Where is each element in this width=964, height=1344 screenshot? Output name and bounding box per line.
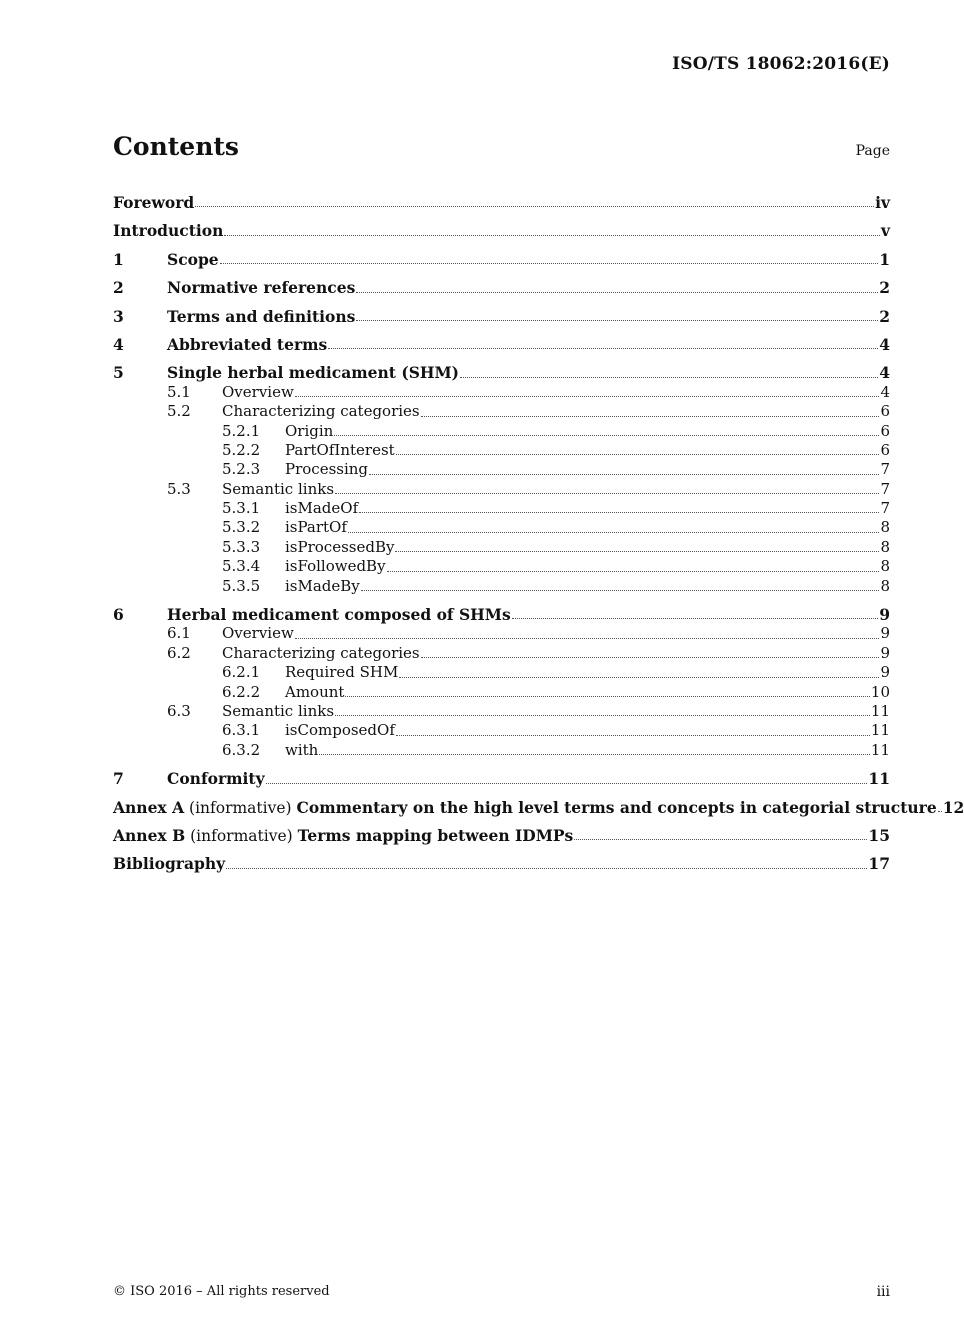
toc-entry-number: 6.3.1 (222, 721, 261, 740)
toc-entry-number: 5.3.2 (222, 518, 261, 537)
annex-title: Commentary on the high level terms and concepts in categorial structure (296, 797, 937, 817)
toc-entry[interactable] (113, 721, 890, 740)
toc-entry-title: isMadeBy (285, 576, 360, 595)
toc-entry[interactable] (113, 624, 890, 643)
toc-entry-number: 6.2 (167, 643, 191, 662)
toc-dot-leader (224, 235, 880, 236)
toc-entry-page: 9 (880, 663, 890, 682)
page-footer (113, 1284, 890, 1300)
toc-entry[interactable] (113, 605, 890, 624)
toc-entry[interactable] (113, 741, 890, 760)
toc-dot-leader (195, 206, 874, 207)
toc-entry-title: Semantic links (222, 701, 335, 720)
toc-entry-number: 6.2.2 (222, 682, 261, 701)
toc-dot-leader (295, 638, 880, 639)
toc-dot-leader (361, 590, 880, 591)
annex-note: (informative) (184, 798, 297, 817)
toc-entry-number: 5.2.3 (222, 460, 261, 479)
toc-entry-title: with (285, 740, 319, 759)
toc-entry-number: 6.2.1 (222, 663, 261, 682)
toc-entry-title: isComposedOf (285, 721, 395, 740)
toc-entry[interactable] (113, 383, 890, 402)
annex-label: Annex A (113, 797, 185, 817)
contents-title: Contents (113, 132, 240, 161)
toc-entry-page: 7 (880, 479, 890, 498)
toc-entry-title: Bibliography (113, 854, 226, 874)
toc-entry-page: 11 (870, 721, 890, 740)
toc-dot-leader (399, 677, 879, 678)
toc-entry-page: 7 (880, 460, 890, 479)
toc-entry-page: 4 (879, 334, 890, 354)
toc-entry-number: 6 (113, 605, 124, 625)
toc-dot-leader (395, 551, 879, 552)
toc-entry-title: isFollowedBy (285, 557, 386, 576)
toc-dot-leader (396, 735, 870, 736)
toc-entry-page: 17 (868, 854, 890, 874)
toc-entry-page: 2 (879, 306, 890, 326)
toc-entry-page: 8 (880, 537, 890, 556)
toc-entry-page: 11 (868, 769, 890, 789)
toc-dot-leader (334, 435, 879, 436)
toc-dot-leader (328, 348, 878, 349)
toc-entry-number: 6.3.2 (222, 740, 261, 759)
annex-label: Annex B (113, 825, 186, 845)
toc-entry-page: 4 (880, 382, 890, 401)
toc-entry[interactable] (113, 644, 890, 663)
toc-dot-leader (319, 754, 870, 755)
toc-entry[interactable] (113, 854, 890, 873)
toc-entry-page: v (880, 221, 890, 241)
toc-dot-leader (387, 571, 880, 572)
toc-entry-number: 7 (113, 769, 124, 789)
toc-entry-number: 5.3.3 (222, 537, 261, 556)
toc-entry-number: 2 (113, 278, 124, 298)
toc-entry-page: 2 (879, 278, 890, 298)
toc-entry-title: Overview (222, 624, 294, 643)
toc-dot-leader (356, 292, 878, 293)
toc-entry[interactable] (113, 193, 890, 212)
toc-entry-title: Characterizing categories (222, 643, 420, 662)
toc-dot-leader (335, 493, 879, 494)
toc-entry-number: 5.3 (167, 479, 191, 498)
toc-entry[interactable] (113, 826, 890, 845)
page-number: iii (876, 1284, 890, 1300)
toc-entry-page: 9 (879, 605, 890, 625)
toc-entry[interactable] (113, 335, 890, 354)
toc-entry-title (113, 826, 573, 846)
toc-entry-page: 6 (880, 440, 890, 459)
toc-entry-page: 9 (880, 643, 890, 662)
toc-entry-page: 8 (880, 557, 890, 576)
toc-entry[interactable] (113, 577, 890, 596)
annex-title: Terms mapping between IDMPs (297, 825, 574, 845)
copyright-notice: © ISO 2016 – All rights reserved (113, 1284, 330, 1299)
toc-entry-page: 7 (880, 499, 890, 518)
table-of-contents (113, 184, 964, 874)
contents-heading-row (113, 132, 890, 161)
toc-entry-title (113, 798, 937, 818)
toc-entry-title: Overview (222, 382, 294, 401)
toc-entry-number: 5.2 (167, 402, 191, 421)
toc-entry[interactable] (113, 538, 890, 557)
toc-entry-title: PartOfInterest (285, 440, 395, 459)
toc-entry-number: 5.1 (167, 382, 191, 401)
toc-entry-title: Required SHM (285, 663, 399, 682)
toc-entry-title: Characterizing categories (222, 402, 420, 421)
toc-dot-leader (220, 263, 879, 264)
toc-entry-title: Foreword (113, 193, 195, 212)
toc-entry-page: 11 (870, 701, 890, 720)
toc-entry[interactable] (113, 702, 890, 721)
toc-entry-page: 11 (870, 740, 890, 759)
toc-dot-leader (345, 696, 869, 697)
toc-entry[interactable] (113, 363, 890, 382)
toc-entry-number: 3 (113, 306, 124, 326)
toc-entry-page: 8 (880, 518, 890, 537)
toc-entry-number: 1 (113, 249, 124, 269)
toc-entry-page: 6 (880, 402, 890, 421)
toc-entry-number: 6.3 (167, 701, 191, 720)
toc-entry[interactable] (113, 422, 890, 441)
toc-entry-title: Processing (285, 460, 369, 479)
toc-entry-number: 6.1 (167, 624, 191, 643)
toc-entry-title: Introduction (113, 221, 224, 241)
toc-entry[interactable] (113, 557, 890, 576)
toc-entry[interactable] (113, 797, 964, 817)
toc-entry-number: 5.3.4 (222, 557, 261, 576)
toc-dot-leader (938, 811, 942, 812)
toc-entry-page: 4 (879, 363, 890, 383)
toc-dot-leader (396, 454, 880, 455)
toc-dot-leader (512, 618, 879, 619)
page-column-label: Page (855, 143, 890, 159)
toc-entry-title: Herbal medicament composed of SHMs (167, 605, 511, 625)
toc-entry-page: 9 (880, 624, 890, 643)
document-header-ref: ISO/TS 18062:2016(E) (672, 54, 890, 74)
toc-dot-leader (266, 783, 868, 784)
toc-entry[interactable] (113, 683, 890, 702)
toc-dot-leader (421, 657, 880, 658)
toc-entry-title: isMadeOf (285, 499, 359, 518)
toc-entry[interactable] (113, 307, 890, 326)
toc-entry[interactable] (113, 250, 890, 269)
toc-entry-title: Origin (285, 421, 334, 440)
toc-dot-leader (574, 839, 867, 840)
toc-dot-leader (369, 474, 879, 475)
toc-entry-page: 10 (870, 682, 890, 701)
toc-entry-title: isPartOf (285, 518, 347, 537)
toc-entry[interactable] (113, 460, 890, 479)
toc-entry-number: 5.2.2 (222, 440, 261, 459)
toc-entry-page: 6 (880, 421, 890, 440)
toc-entry-title: Terms and definitions (167, 306, 356, 326)
toc-dot-leader (421, 416, 880, 417)
toc-entry-title: Abbreviated terms (167, 334, 328, 354)
toc-entry[interactable] (113, 278, 890, 297)
toc-entry[interactable] (113, 518, 890, 537)
toc-entry-page: 8 (880, 576, 890, 595)
toc-entry[interactable] (113, 663, 890, 682)
toc-entry[interactable] (113, 499, 890, 518)
toc-dot-leader (460, 377, 878, 378)
toc-entry-page: 12 (942, 797, 964, 817)
toc-entry-title: isProcessedBy (285, 537, 395, 556)
annex-note: (informative) (185, 826, 298, 845)
toc-entry[interactable] (113, 402, 890, 421)
toc-entry-page: iv (875, 193, 890, 212)
toc-entry[interactable] (113, 221, 890, 240)
toc-entry[interactable] (113, 769, 890, 788)
toc-dot-leader (348, 532, 880, 533)
toc-entry-title: Amount (285, 682, 345, 701)
toc-entry-title: Semantic links (222, 479, 335, 498)
toc-entry[interactable] (113, 480, 890, 499)
toc-entry-number: 5 (113, 363, 124, 383)
toc-entry-number: 5.2.1 (222, 421, 261, 440)
toc-entry-title: Scope (167, 249, 219, 269)
toc-entry-page: 1 (879, 249, 890, 269)
toc-dot-leader (335, 715, 870, 716)
toc-dot-leader (226, 868, 867, 869)
toc-entry-page: 15 (868, 825, 890, 845)
toc-entry-number: 5.3.5 (222, 576, 261, 595)
toc-entry-title: Conformity (167, 769, 265, 789)
toc-dot-leader (359, 512, 879, 513)
toc-entry-number: 5.3.1 (222, 499, 261, 518)
toc-dot-leader (295, 396, 880, 397)
toc-entry[interactable] (113, 441, 890, 460)
toc-dot-leader (356, 320, 878, 321)
toc-entry-title: Single herbal medicament (SHM) (167, 363, 460, 383)
toc-entry-number: 4 (113, 334, 124, 354)
toc-entry-title: Normative references (167, 278, 356, 298)
